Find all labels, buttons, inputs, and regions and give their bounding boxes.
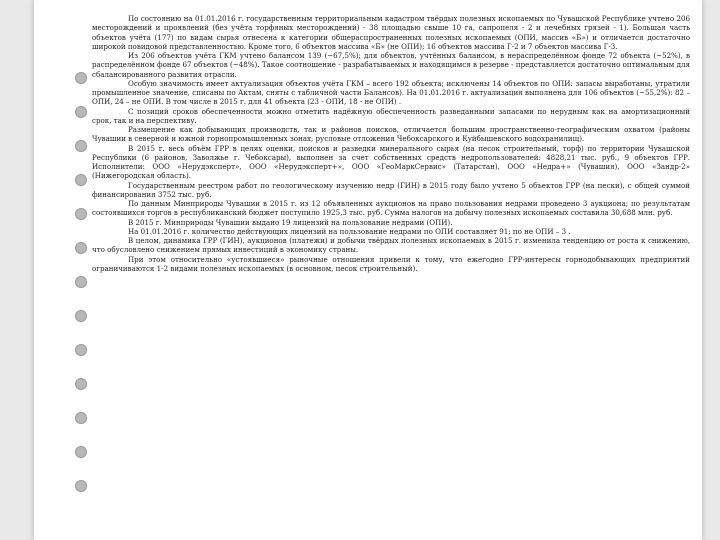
binder-ring bbox=[75, 72, 87, 84]
paragraph: При этом относительно «устоявшиеся» рыночные отношения привели к тому, что ежегодно ГРР-интересы горнодобывающих предприятий ограничиваются 1-2 видами полезных ископаемых (в основном, песок строительный). bbox=[92, 254, 690, 273]
binder-ring bbox=[75, 174, 87, 186]
paragraph: По состоянию на 01.01.2016 г. государственным территориальным кадастром твёрдых полезных ископаемых по Чувашской Республике учтено 206 месторождений и проявлений (без учёта торфяных месторождений) - 38 площадью свыше 10 га, сапропеля - 2 и лечебных грязей - 1). Большая часть объектов учёта (177) по видам сырья отнесена к категории общераспространенных полезных ископаемых (ОПИ, массив «Б») и отличается достаточно широкой повидовой представленностью. Кроме того, 6 объектов массива «Б» (не ОПИ); 16 объектов массива Г-2 и 7 объектов массива Г-3. bbox=[92, 14, 690, 51]
paragraph: С позиций сроков обеспеченности можно отметить надёжную обеспеченность разведанными запасами по нерудным как на амортизационный срок, так и на перспективу. bbox=[92, 106, 690, 125]
binder-ring bbox=[75, 140, 87, 152]
binder-ring bbox=[75, 242, 87, 254]
binder-ring bbox=[75, 378, 87, 390]
binder-ring bbox=[75, 310, 87, 322]
paragraph: Из 206 объектов учёта ГКМ учтено балансом 139 (~67,5%); для объектов, учтённых балансом, в нераспределённом фонде 72 объекта (~52%), в распределённом фонде 67 объектов (~48%). Такое соотношение - разрабатываемых и находящимся в резерве - представляется достаточно оптимальным для сбалансированного развития отрасли. bbox=[92, 51, 690, 79]
document-page bbox=[34, 0, 702, 540]
binder-ring bbox=[75, 208, 87, 220]
paragraph: В 2015 г. весь объём ГРР в целях оценки, поисков и разведки минерального сырья (на песок строительный, торф) по территории Чувашской Республики (6 районов, Заволжье г. Чебоксары), выполнен за счет собственных средств недропользователей: 4828,21 тыс. руб., 9 объектов ГРР. Исполнители: ООО «Нерудэксперт», ООО «Нерудэксперт+», ООО «ГеоМаркСервис» (Татарстан), ООО «Недра+» (Чувашия), ООО «Зандр-2» (Нижегородская область). bbox=[92, 143, 690, 181]
binder-ring bbox=[75, 276, 87, 288]
binder-ring bbox=[75, 480, 87, 492]
paragraph: Государственным реестром работ по геологическому изучению недр (ГИН) в 2015 году было учтено 5 объектов ГРР (на пески), с общей суммой финансирования 3752 тыс. руб. bbox=[92, 180, 690, 199]
paragraph: По данным Минприроды Чувашии в 2015 г. из 12 объявленных аукционов на право пользования недрами проведено 3 аукциона; по результатам состоявшихся торгов в республиканский бюджет поступило 1925,3 тыс. руб. Сумма налогов на добычу полезных ископаемых составила 30,688 млн. руб. bbox=[92, 199, 690, 218]
paragraph: Размещение как добывающих производств, так и районов поисков, отличается большим пространственно-географическим охватом (районы Чувашии в северной и южной горнопромышленных зонах, русловые отложения Чебоксарского и Куйбышевского водохранилищ). bbox=[92, 125, 690, 144]
paragraph: На 01.01.2016 г. количество действующих лицензий на пользование недрами по ОПИ составляет 91; по не ОПИ – 3 . bbox=[128, 226, 571, 236]
paragraph: Особую значимость имеет актуализация объектов учёта ГКМ – всего 192 объекта; исключены 14 объектов по ОПИ: запасы выработаны, утратили промышленное значение, списаны по Актам, сняты с табличной части Балансов). На 01.01.2016 г. актуализация выполнена для 106 объектов (~55,2%): 82 – ОПИ, 24 – не ОПИ. В том числе в 2015 г. для 41 объекта (23 - ОПИ, 18 - не ОПИ) . bbox=[92, 78, 690, 107]
document-body bbox=[92, 14, 690, 273]
binder-ring bbox=[75, 412, 87, 424]
binder-ring bbox=[75, 446, 87, 458]
paragraph: В целом, динамика ГРР (ГИН), аукционов (платежи) и добычи твёрдых полезных ископаемых в 2015 г. изменила тенденцию от роста к снижению, что обусловлено снижением прямых инвестиций в экономику страны. bbox=[92, 236, 690, 255]
binder-ring bbox=[75, 344, 87, 356]
paragraph: В 2015 г. Минприроды Чувашии выдано 19 лицензий на пользование недрами (ОПИ). bbox=[128, 217, 453, 227]
binder-rings bbox=[74, 0, 88, 540]
binder-ring bbox=[75, 106, 87, 118]
